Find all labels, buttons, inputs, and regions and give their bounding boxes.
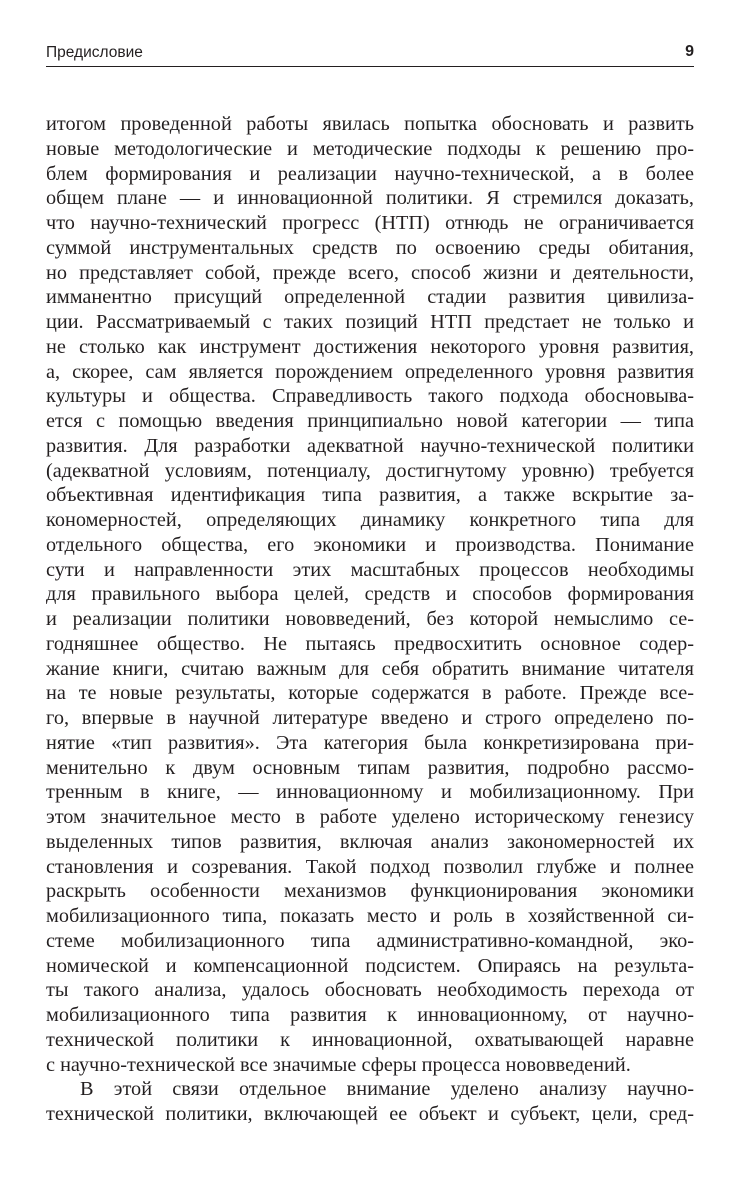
text-line: не столько как инструмент достижения некоторого уровня развития, <box>46 335 694 358</box>
text-line: менительно к двум основным типам развития, подробно рассмо- <box>46 756 694 779</box>
running-header-title: Предисловие <box>46 44 143 61</box>
text-line: го, впервые в научной литературе введено и строго определено по- <box>46 707 694 729</box>
text-line: технической политики, включающей ее объект и субъект, цели, сред- <box>46 1103 694 1125</box>
text-line: этом значительное место в работе уделено историческому генезису <box>46 806 694 828</box>
text-line: на те новые результаты, которые содержатся в работе. Прежде все- <box>46 682 694 705</box>
text-line: сути и направленности этих масштабных процессов необходимы <box>46 558 694 581</box>
text-line: отдельного общества, его экономики и производства. Понимание <box>46 533 694 556</box>
text-line: нятие «тип развития». Эта категория была конкретизирована при- <box>46 731 694 754</box>
text-line: мобилизационного типа, показать место и роль в хозяйственной си- <box>46 905 694 927</box>
text-line: с научно-технической все значимые сферы процесса нововведений. <box>46 1053 631 1076</box>
text-line: раскрыть особенности механизмов функционирования экономики <box>46 880 694 903</box>
text-line: и реализации политики нововведений, без которой немыслимо се- <box>46 608 694 630</box>
text-line: ции. Рассматриваемый с таких позиций НТП предстает не только и <box>46 311 694 333</box>
text-line: объективная идентификация типа развития, а также вскрытие за- <box>46 484 694 507</box>
paragraph <box>46 112 694 1077</box>
running-header <box>46 42 694 67</box>
text-line: общем плане — и инновационной политики. Я стремился доказать, <box>46 187 694 210</box>
text-line: новые методологические и методические подходы к решению про- <box>46 137 694 160</box>
page-number: 9 <box>685 43 694 60</box>
text-line: а, скорее, сам является порождением определенного уровня развития <box>46 360 694 383</box>
text-line: технической политики к инновационной, охватывающей наравне <box>46 1028 694 1051</box>
text-line: номической и компенсационной подсистем. Опираясь на результа- <box>46 954 694 977</box>
text-line: тренным в книге, — инновационному и мобилизационному. При <box>46 781 694 804</box>
text-line: выделенных типов развития, включая анализ закономерностей их <box>46 830 694 853</box>
text-line: В этой связи отдельное внимание уделено анализу научно- <box>80 1078 694 1101</box>
text-line: блем формирования и реализации научно-технической, а в более <box>46 162 694 185</box>
text-line: но представляет собой, прежде всего, способ жизни и деятельности, <box>46 261 694 284</box>
text-line: развития. Для разработки адекватной научно-технической политики <box>46 434 694 457</box>
text-line: для правильного выбора целей, средств и способов формирования <box>46 583 694 606</box>
text-line: суммой инструментальных средств по освоению среды обитания, <box>46 236 694 259</box>
text-line: кономерностей, определяющих динамику конкретного типа для <box>46 509 694 531</box>
text-line: ты такого анализа, удалось обосновать необходимость перехода от <box>46 979 694 1002</box>
text-line: культуры и общества. Справедливость такого подхода обосновыва- <box>46 385 694 408</box>
text-line: что научно-технический прогресс (НТП) отнюдь не ограничивается <box>46 212 694 234</box>
text-line: годняшнее общество. Не пытаясь предвосхитить основное содер- <box>46 632 694 655</box>
text-line: мобилизационного типа развития к инновационному, от научно- <box>46 1004 694 1026</box>
text-line: итогом проведенной работы явилась попытка обосновать и развить <box>46 113 694 135</box>
text-line: стеме мобилизационного типа административно-командной, эко- <box>46 929 694 952</box>
text-line: имманентно присущий определенной стадии развития цивилиза- <box>46 286 694 309</box>
text-line: ется с помощью введения принципиально новой категории — типа <box>46 410 694 432</box>
paragraph <box>46 1077 694 1127</box>
text-line: жание книги, считаю важным для себя обратить внимание читателя <box>46 657 694 680</box>
text-line: становления и созревания. Такой подход позволил глубже и полнее <box>46 855 694 878</box>
text-line: (адекватной условиям, потенциалу, достигнутому уровню) требуется <box>46 459 694 482</box>
body-text <box>46 112 694 1127</box>
